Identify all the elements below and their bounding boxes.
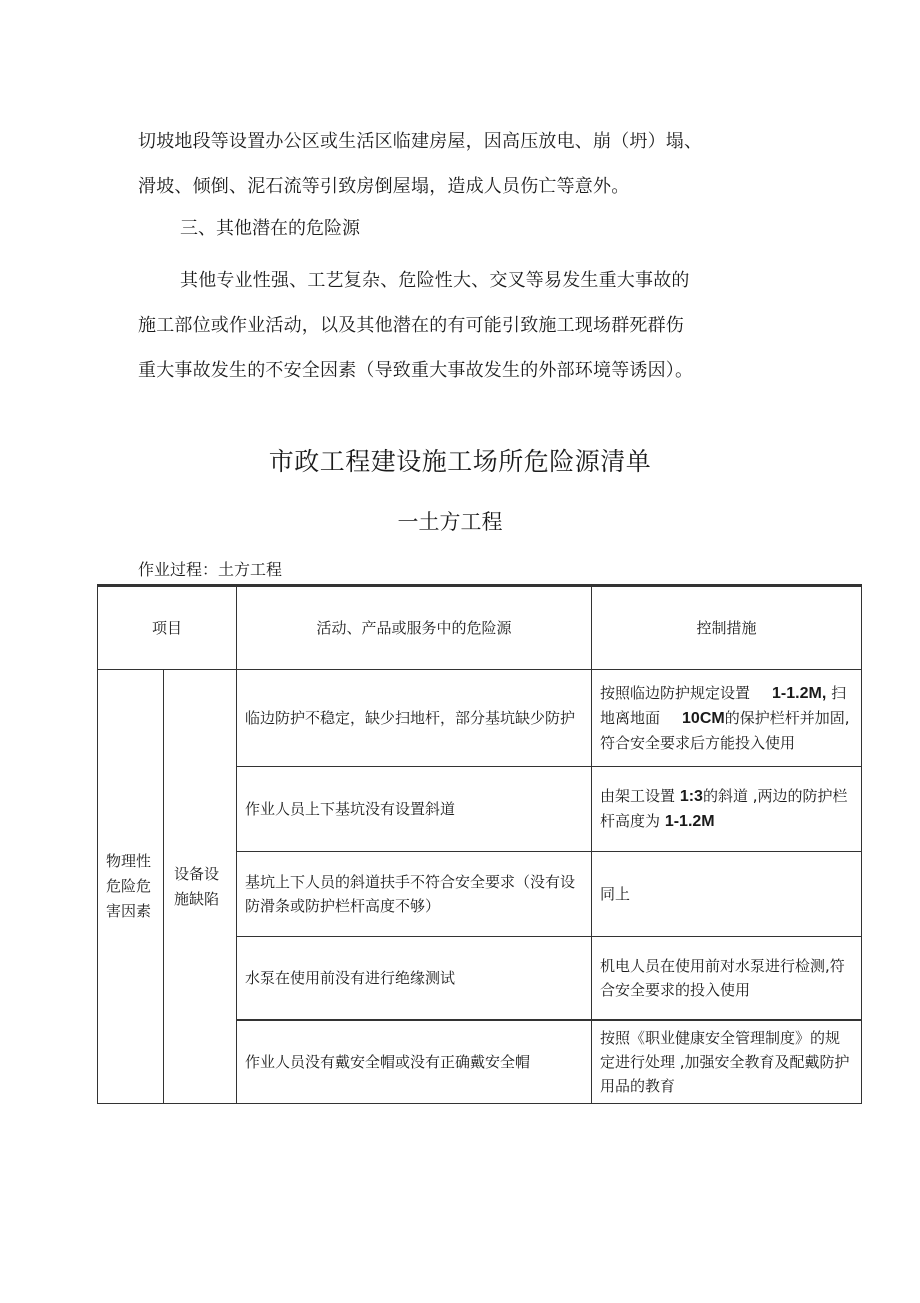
hazard-cell: 作业人员上下基坑没有设置斜道 (237, 767, 592, 852)
section-line-2: 施工部位或作业活动，以及其他潜在的有可能引致施工现场群死群伤 (138, 315, 684, 336)
control-cell: 同上 (592, 852, 862, 937)
section-line-3: 重大事故发生的不安全因素（导致重大事故发生的外部环境等诱因）。 (138, 360, 694, 381)
header-hazard: 活动、产品或服务中的危险源 (237, 586, 592, 670)
table-header-row (98, 586, 862, 670)
intro-line-2: 滑坡、倾倒、泥石流等引致房倒屋塌，造成人员伤亡等意外。 (138, 176, 630, 197)
intro-paragraph (138, 119, 778, 209)
header-control: 控制措施 (592, 586, 862, 670)
section-line-1: 其他专业性强、工艺复杂、危险性大、交叉等易发生重大事故的 (180, 270, 690, 291)
hazard-cell: 临边防护不稳定，缺少扫地杆，部分基坑缺少防护 (237, 670, 592, 767)
control-cell: 由架工设置 1:3的斜道 ,两边的防护栏杆高度为 1-1.2M (592, 767, 862, 852)
hazard-cell: 作业人员没有戴安全帽或没有正确戴安全帽 (237, 1020, 592, 1104)
process-label: 作业过程：土方工程 (138, 560, 283, 579)
document-title: 市政工程建设施工场所危险源清单 (268, 447, 652, 476)
hazard-cell: 水泵在使用前没有进行绝缘测试 (237, 937, 592, 1021)
control-cell: 按照《职业健康安全管理制度》的规定进行处理 ,加强安全教育及配戴防护用品的教育 (592, 1020, 862, 1104)
table-row (98, 670, 862, 767)
section-paragraph (138, 258, 778, 393)
control-cell: 按照临边防护规定设置 1-1.2M, 扫地离地面 10CM的保护栏杆并加固,符合安全要求后方能投入使用 (592, 670, 862, 767)
intro-line-1: 切坡地段等设置办公区或生活区临建房屋，因高压放电、崩（坍）塌、 (138, 131, 703, 152)
section-heading: 三、其他潜在的危险源 (180, 218, 360, 239)
header-item: 项目 (98, 586, 237, 670)
hazard-cell: 基坑上下人员的斜道扶手不符合安全要求（没有设防滑条或防护栏杆高度不够） (237, 852, 592, 937)
category-equipment-defect: 设备设施缺陷 (164, 670, 237, 1104)
category-physical: 物理性危险危害因素 (98, 670, 164, 1104)
document-subtitle: 一土方工程 (397, 510, 503, 534)
control-cell: 机电人员在使用前对水泵进行检测,符合安全要求的投入使用 (592, 937, 862, 1021)
hazard-table (97, 584, 862, 1104)
